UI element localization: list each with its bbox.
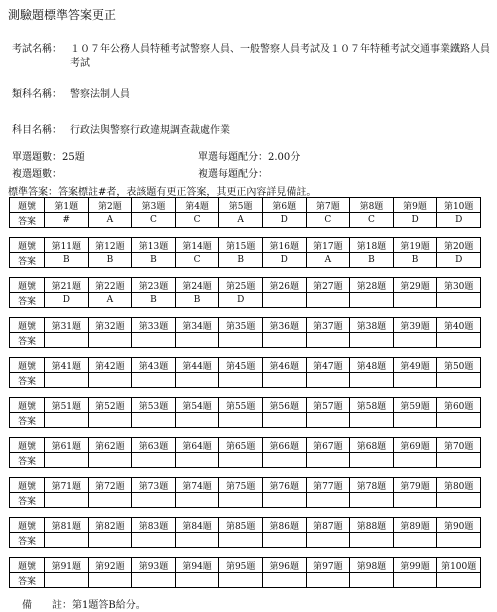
answer-table (9, 397, 481, 428)
legend-text: 標準答案：答案標註#者，表該題有更正答案，其更正內容詳見備註。 (8, 187, 317, 198)
answer-row-label: 答案 (10, 253, 45, 268)
question-number-cell: 第22題 (88, 278, 132, 293)
question-number-cell: 第32題 (88, 318, 132, 333)
answer-cell (219, 453, 263, 468)
question-number-cell: 第89題 (393, 518, 437, 533)
exam-name-label: 考試名稱： (12, 44, 62, 55)
question-number-cell: 第57題 (306, 398, 350, 413)
question-number-cell: 第7題 (306, 198, 350, 213)
answer-cell (88, 533, 132, 548)
answer-cell (350, 453, 394, 468)
answer-cell (262, 573, 306, 588)
answer-cell (219, 413, 263, 428)
question-number-cell: 第41題 (45, 358, 89, 373)
answer-cell (88, 453, 132, 468)
answer-table (9, 197, 481, 228)
answer-cell (306, 493, 350, 508)
answer-cell: B (88, 253, 132, 268)
question-number-cell: 第75題 (219, 478, 263, 493)
question-number-cell: 第31題 (45, 318, 89, 333)
answer-row-label: 答案 (10, 413, 45, 428)
answer-cell: C (175, 253, 219, 268)
category-row (12, 88, 130, 102)
answer-cell: D (262, 253, 306, 268)
question-number-cell: 第1題 (45, 198, 89, 213)
question-number-cell: 第16題 (262, 238, 306, 253)
answer-cell: D (45, 293, 89, 308)
answer-row (10, 493, 481, 508)
note-label: 備 註： (22, 600, 72, 611)
question-number-cell: 第29題 (393, 278, 437, 293)
question-number-cell: 第82題 (88, 518, 132, 533)
question-row (10, 558, 481, 573)
question-number-cell: 第62題 (88, 438, 132, 453)
answer-cell (219, 373, 263, 388)
answer-cell (393, 493, 437, 508)
answer-cell (262, 333, 306, 348)
question-number-cell: 第95題 (219, 558, 263, 573)
question-number-cell: 第78題 (350, 478, 394, 493)
question-number-cell: 第94題 (175, 558, 219, 573)
question-number-cell: 第63題 (132, 438, 176, 453)
question-row-label: 題號 (10, 318, 45, 333)
question-number-cell: 第50題 (437, 358, 481, 373)
answer-cell (393, 453, 437, 468)
question-number-cell: 第26題 (262, 278, 306, 293)
answer-cell (45, 533, 89, 548)
question-number-cell: 第4題 (175, 198, 219, 213)
single-score: 單選每題配分：2.00分 (198, 152, 301, 163)
question-number-cell: 第76題 (262, 478, 306, 493)
question-number-cell: 第54題 (175, 398, 219, 413)
question-number-cell: 第18題 (350, 238, 394, 253)
answer-cell (132, 533, 176, 548)
question-row (10, 438, 481, 453)
answer-cell (437, 533, 481, 548)
question-number-cell: 第3題 (132, 198, 176, 213)
answer-cell (45, 453, 89, 468)
answer-row-label: 答案 (10, 333, 45, 348)
question-number-cell: 第44題 (175, 358, 219, 373)
answer-cell (175, 493, 219, 508)
answer-row (10, 213, 481, 228)
question-number-cell: 第45題 (219, 358, 263, 373)
answer-cell: A (88, 293, 132, 308)
answer-row (10, 253, 481, 268)
question-number-cell: 第66題 (262, 438, 306, 453)
answer-cell (132, 493, 176, 508)
question-number-cell: 第5題 (219, 198, 263, 213)
answer-cell (437, 373, 481, 388)
question-number-cell: 第19題 (393, 238, 437, 253)
question-number-cell: 第51題 (45, 398, 89, 413)
question-number-cell: 第28題 (350, 278, 394, 293)
answer-cell (350, 533, 394, 548)
answer-cell (262, 293, 306, 308)
answer-cell (219, 533, 263, 548)
answer-cell: B (132, 293, 176, 308)
answer-cell (175, 373, 219, 388)
answer-cell (437, 573, 481, 588)
question-number-cell: 第60題 (437, 398, 481, 413)
question-row-label: 題號 (10, 518, 45, 533)
answer-cell (350, 333, 394, 348)
question-number-cell: 第68題 (350, 438, 394, 453)
question-number-cell: 第73題 (132, 478, 176, 493)
question-number-cell: 第77題 (306, 478, 350, 493)
answer-row-label: 答案 (10, 453, 45, 468)
question-number-cell: 第13題 (132, 238, 176, 253)
answer-table (9, 237, 481, 268)
answer-cell (132, 413, 176, 428)
question-number-cell: 第65題 (219, 438, 263, 453)
answer-cell: D (262, 213, 306, 228)
answer-row (10, 573, 481, 588)
question-number-cell: 第40題 (437, 318, 481, 333)
answer-cell (350, 413, 394, 428)
question-number-cell: 第85題 (219, 518, 263, 533)
question-row-label: 題號 (10, 198, 45, 213)
answer-cell: B (350, 253, 394, 268)
answer-cell: C (175, 213, 219, 228)
category-value: 警察法制人員 (70, 89, 130, 100)
answer-cell (350, 493, 394, 508)
question-number-cell: 第25題 (219, 278, 263, 293)
answer-row-label: 答案 (10, 533, 45, 548)
question-number-cell: 第23題 (132, 278, 176, 293)
question-row (10, 478, 481, 493)
answer-row-label: 答案 (10, 213, 45, 228)
answer-cell (262, 493, 306, 508)
question-number-cell: 第48題 (350, 358, 394, 373)
answer-cell (88, 413, 132, 428)
answer-cell (45, 493, 89, 508)
page-title: 測驗題標準答案更正 (8, 8, 117, 22)
answer-cell: # (45, 213, 89, 228)
question-row (10, 518, 481, 533)
answer-cell (393, 413, 437, 428)
answer-table (9, 357, 481, 388)
exam-name-row (12, 43, 490, 69)
question-number-cell: 第15題 (219, 238, 263, 253)
answer-cell (132, 333, 176, 348)
question-number-cell: 第21題 (45, 278, 89, 293)
question-number-cell: 第88題 (350, 518, 394, 533)
question-number-cell: 第61題 (45, 438, 89, 453)
exam-name-value: １０７年公務人員特種考試警察人員、一般警察人員考試及１０７年特種考試交通事業鐵路人員考試 (70, 44, 490, 69)
single-count: 單選題數：25題 (12, 152, 85, 163)
answer-cell (45, 413, 89, 428)
answer-table (9, 557, 481, 588)
question-number-cell: 第71題 (45, 478, 89, 493)
answer-cell (393, 533, 437, 548)
question-number-cell: 第36題 (262, 318, 306, 333)
question-number-cell: 第42題 (88, 358, 132, 373)
answer-row (10, 373, 481, 388)
subject-value: 行政法與警察行政違規調查裁處作業 (70, 125, 230, 136)
answer-cell (306, 453, 350, 468)
answer-cell: D (437, 253, 481, 268)
question-row (10, 318, 481, 333)
question-number-cell: 第91題 (45, 558, 89, 573)
question-number-cell: 第74題 (175, 478, 219, 493)
answer-row (10, 333, 481, 348)
answer-cell (175, 453, 219, 468)
question-number-cell: 第52題 (88, 398, 132, 413)
question-number-cell: 第33題 (132, 318, 176, 333)
answer-cell: C (132, 213, 176, 228)
answer-cell (45, 573, 89, 588)
answer-table (9, 437, 481, 468)
answer-cell (45, 333, 89, 348)
question-number-cell: 第59題 (393, 398, 437, 413)
question-row (10, 398, 481, 413)
answer-cell: B (393, 253, 437, 268)
answer-cell (306, 333, 350, 348)
answer-cell (88, 493, 132, 508)
subject-label: 科目名稱： (12, 125, 62, 136)
question-row-label: 題號 (10, 478, 45, 493)
subject-row (12, 124, 230, 138)
question-number-cell: 第12題 (88, 238, 132, 253)
question-number-cell: 第92題 (88, 558, 132, 573)
answer-cell (437, 453, 481, 468)
question-number-cell: 第64題 (175, 438, 219, 453)
answer-cell (219, 573, 263, 588)
answer-cell (45, 373, 89, 388)
answer-table (9, 477, 481, 508)
answer-cell (132, 373, 176, 388)
question-number-cell: 第43題 (132, 358, 176, 373)
answer-cell: A (88, 213, 132, 228)
answer-cell (437, 293, 481, 308)
answer-cell (306, 573, 350, 588)
answer-cell: B (219, 253, 263, 268)
question-number-cell: 第79題 (393, 478, 437, 493)
question-number-cell: 第55題 (219, 398, 263, 413)
answer-cell (350, 573, 394, 588)
question-number-cell: 第80題 (437, 478, 481, 493)
question-number-cell: 第84題 (175, 518, 219, 533)
question-number-cell: 第67題 (306, 438, 350, 453)
question-row (10, 198, 481, 213)
question-number-cell: 第8題 (350, 198, 394, 213)
question-number-cell: 第70題 (437, 438, 481, 453)
question-number-cell: 第11題 (45, 238, 89, 253)
answer-cell (262, 533, 306, 548)
question-number-cell: 第27題 (306, 278, 350, 293)
question-number-cell: 第97題 (306, 558, 350, 573)
question-number-cell: 第9題 (393, 198, 437, 213)
question-number-cell: 第49題 (393, 358, 437, 373)
answer-cell (350, 373, 394, 388)
answer-row (10, 453, 481, 468)
multi-count: 複選題數： (12, 169, 62, 180)
question-number-cell: 第81題 (45, 518, 89, 533)
question-row-label: 題號 (10, 398, 45, 413)
question-number-cell: 第39題 (393, 318, 437, 333)
answer-cell (306, 413, 350, 428)
question-number-cell: 第87題 (306, 518, 350, 533)
answer-cell: B (175, 293, 219, 308)
multi-score: 複選每題配分： (198, 169, 268, 180)
note-row (22, 596, 146, 611)
question-number-cell: 第47題 (306, 358, 350, 373)
question-number-cell: 第2題 (88, 198, 132, 213)
answer-table (9, 317, 481, 348)
answer-cell: C (306, 213, 350, 228)
answer-cell (306, 533, 350, 548)
answer-cell (306, 293, 350, 308)
question-row (10, 358, 481, 373)
answer-cell (306, 373, 350, 388)
answer-table (9, 517, 481, 548)
question-number-cell: 第17題 (306, 238, 350, 253)
answer-cell: B (132, 253, 176, 268)
answer-cell (88, 573, 132, 588)
answer-cell (88, 373, 132, 388)
question-number-cell: 第20題 (437, 238, 481, 253)
answer-cell (175, 413, 219, 428)
answer-cell (437, 493, 481, 508)
answer-cell: D (219, 293, 263, 308)
question-row-label: 題號 (10, 238, 45, 253)
question-number-cell: 第10題 (437, 198, 481, 213)
question-row-label: 題號 (10, 358, 45, 373)
answer-row-label: 答案 (10, 293, 45, 308)
question-number-cell: 第30題 (437, 278, 481, 293)
answer-table (9, 277, 481, 308)
question-number-cell: 第100題 (437, 558, 481, 573)
question-number-cell: 第90題 (437, 518, 481, 533)
question-number-cell: 第6題 (262, 198, 306, 213)
question-number-cell: 第99題 (393, 558, 437, 573)
question-row-label: 題號 (10, 438, 45, 453)
answer-cell (393, 573, 437, 588)
answer-cell (393, 293, 437, 308)
answer-cell (219, 493, 263, 508)
answer-cell (88, 333, 132, 348)
answer-row (10, 533, 481, 548)
question-number-cell: 第72題 (88, 478, 132, 493)
question-row-label: 題號 (10, 278, 45, 293)
question-number-cell: 第83題 (132, 518, 176, 533)
answer-row (10, 413, 481, 428)
answer-cell (437, 333, 481, 348)
question-number-cell: 第56題 (262, 398, 306, 413)
answer-row-label: 答案 (10, 493, 45, 508)
answer-cell: A (219, 213, 263, 228)
question-row (10, 278, 481, 293)
answer-cell (262, 453, 306, 468)
answer-cell (350, 293, 394, 308)
answer-cell (219, 333, 263, 348)
question-row (10, 238, 481, 253)
question-number-cell: 第98題 (350, 558, 394, 573)
answer-row (10, 293, 481, 308)
question-number-cell: 第37題 (306, 318, 350, 333)
answer-cell (437, 413, 481, 428)
question-number-cell: 第46題 (262, 358, 306, 373)
question-row-label: 題號 (10, 558, 45, 573)
answer-cell (132, 573, 176, 588)
question-number-cell: 第69題 (393, 438, 437, 453)
question-number-cell: 第14題 (175, 238, 219, 253)
question-number-cell: 第96題 (262, 558, 306, 573)
answer-cell: A (306, 253, 350, 268)
answer-cell: D (437, 213, 481, 228)
answer-cell (393, 333, 437, 348)
category-label: 類科名稱： (12, 89, 62, 100)
question-number-cell: 第35題 (219, 318, 263, 333)
answer-cell (175, 333, 219, 348)
answer-cell (262, 413, 306, 428)
question-number-cell: 第38題 (350, 318, 394, 333)
answer-row-label: 答案 (10, 573, 45, 588)
answer-row-label: 答案 (10, 373, 45, 388)
answer-cell (393, 373, 437, 388)
note-text: 第1題答B給分。 (72, 600, 146, 611)
answer-cell: B (45, 253, 89, 268)
question-number-cell: 第58題 (350, 398, 394, 413)
question-number-cell: 第93題 (132, 558, 176, 573)
answer-cell (175, 573, 219, 588)
question-number-cell: 第53題 (132, 398, 176, 413)
question-number-cell: 第34題 (175, 318, 219, 333)
question-number-cell: 第24題 (175, 278, 219, 293)
answer-cell (132, 453, 176, 468)
answer-cell (262, 373, 306, 388)
answer-cell: D (393, 213, 437, 228)
answer-cell: C (350, 213, 394, 228)
question-number-cell: 第86題 (262, 518, 306, 533)
answer-cell (175, 533, 219, 548)
